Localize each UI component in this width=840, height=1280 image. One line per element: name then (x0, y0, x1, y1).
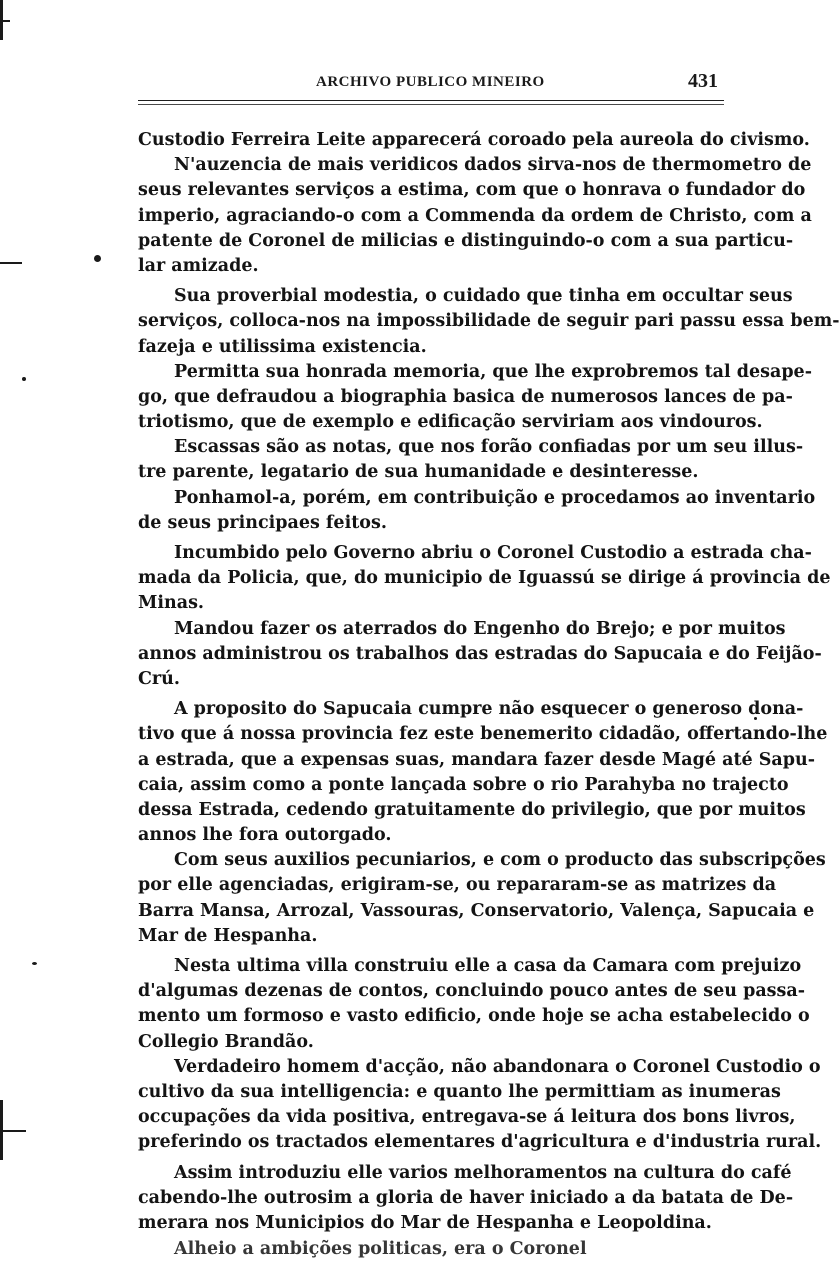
text-line: patente de Coronel de milicias e distinguindo-o com a sua particu- (138, 230, 794, 251)
text-line: tre parente, legatario de sua humanidade e desinteresse. (138, 462, 699, 483)
text-line: imperio, agraciando-o com a Commenda da ordem de Christo, com a (138, 205, 812, 226)
text-line: Ponhamol-a, porém, em contribuição e procedamos ao inventario (174, 487, 816, 508)
text-line: go, que defraudou a biographia basica de numerosos lances de pa- (138, 386, 793, 407)
text-line: cultivo da sua intelligencia: e quanto lhe permittiam as inumeras (138, 1081, 781, 1102)
text-line: mada da Policia, que, do municipio de Iguassú se dirige á provincia de (138, 568, 831, 589)
text-line: Custodio Ferreira Leite apparecerá coroado pela aureola do civismo. (138, 130, 810, 150)
text-line-partial: Alheio a ambições politicas, era o Coronel (174, 1239, 587, 1260)
text-line: Crú. (138, 668, 180, 689)
text-line: Collegio Brandão. (138, 1031, 314, 1052)
text-line: Assim introduziu elle varios melhoramentos na cultura do café (174, 1162, 792, 1183)
margin-tick-mid (0, 262, 22, 264)
text-line: Com seus auxilios pecuniarios, e com o producto das subscripções (174, 850, 826, 871)
header-rule (138, 100, 724, 105)
text-line: de seus principaes feitos. (138, 512, 387, 533)
text-line: Minas. (138, 593, 205, 614)
text-line: annos administrou os trabalhos das estradas do Sapucaia e do Feijão- (138, 643, 822, 664)
page-number: 431 (688, 70, 718, 92)
text-line: d'algumas dezenas de contos, concluindo pouco antes de seu passa- (138, 981, 805, 1002)
page-header (138, 72, 724, 98)
text-line: annos lhe fora outorgado. (138, 825, 392, 846)
text-line: seus relevantes serviços a estima, com que o honrava o fundador do (138, 180, 806, 201)
text-line: cabendo-lhe outrosim a gloria de haver iniciado a da batata de De- (138, 1187, 794, 1208)
text-line: mento um formoso e vasto edificio, onde hoje se acha estabelecido o (138, 1006, 810, 1027)
text-line: caia, assim como a ponte lançada sobre o rio Parahyba no trajecto (138, 774, 789, 795)
text-line: Mandou fazer os aterrados do Engenho do Brejo; e por muitos (174, 618, 786, 639)
text-line: a estrada, que a expensas suas, mandara fazer desde Magé até Sapu- (138, 749, 815, 770)
text-line: Barra Mansa, Arrozal, Vassouras, Conservatorio, Valença, Sapucaia e (138, 900, 815, 921)
text-line: Incumbido pelo Governo abriu o Coronel Custodio a estrada cha- (174, 543, 812, 563)
running-head: ARCHIVO PUBLICO MINEIRO (316, 74, 545, 90)
body-text (138, 128, 840, 1260)
scan-dot (22, 377, 26, 381)
text-line: A proposito do Sapucaia cumpre não esquecer o generoso dona- (174, 699, 804, 720)
margin-bracket-bottom-horizontal (0, 1130, 26, 1132)
text-line: preferindo os tractados elementares d'agricultura e d'industria rural. (138, 1132, 822, 1153)
scan-dot (32, 962, 37, 965)
text-line: serviços, colloca-nos na impossibilidade de seguir pari passu essa bem- (138, 311, 840, 332)
text-line: Sua proverbial modestia, o cuidado que tinha em occultar seus (174, 286, 793, 307)
text-line: N'auzencia de mais veridicos dados sirva-nos de thermometro de (174, 155, 812, 176)
text-line: por elle agenciadas, erigiram-se, ou repararam-se as matrizes da (138, 875, 777, 896)
text-line: Permitta sua honrada memoria, que lhe exprobremos tal desape- (174, 361, 812, 382)
text-line: tivo que á nossa provincia fez este benemerito cidadão, offertando-lhe (138, 724, 828, 745)
text-line: merara nos Municipios do Mar de Hespanha e Leopoldina. (138, 1212, 712, 1233)
text-line: Nesta ultima villa construiu elle a casa da Camara com prejuizo (174, 956, 802, 976)
text-line: Mar de Hespanha. (138, 925, 318, 946)
scan-dot (94, 255, 101, 262)
text-line: occupações da vida positiva, entregava-se á leitura dos bons livros, (138, 1107, 796, 1128)
text-line: Verdadeiro homem d'acção, não abandonara o Coronel Custodio o (174, 1056, 821, 1077)
text-line: triotismo, que de exemplo e edificação serviriam aos vindouros. (138, 412, 763, 433)
margin-bracket-top-horizontal (0, 20, 10, 22)
text-line: lar amizade. (138, 255, 259, 276)
text-line: dessa Estrada, cedendo gratuitamente do privilegio, que por muitos (138, 799, 806, 820)
text-line: fazeja e utilissima existencia. (138, 336, 427, 357)
text-line: Escassas são as notas, que nos forão confiadas por um seu illus- (174, 437, 804, 458)
